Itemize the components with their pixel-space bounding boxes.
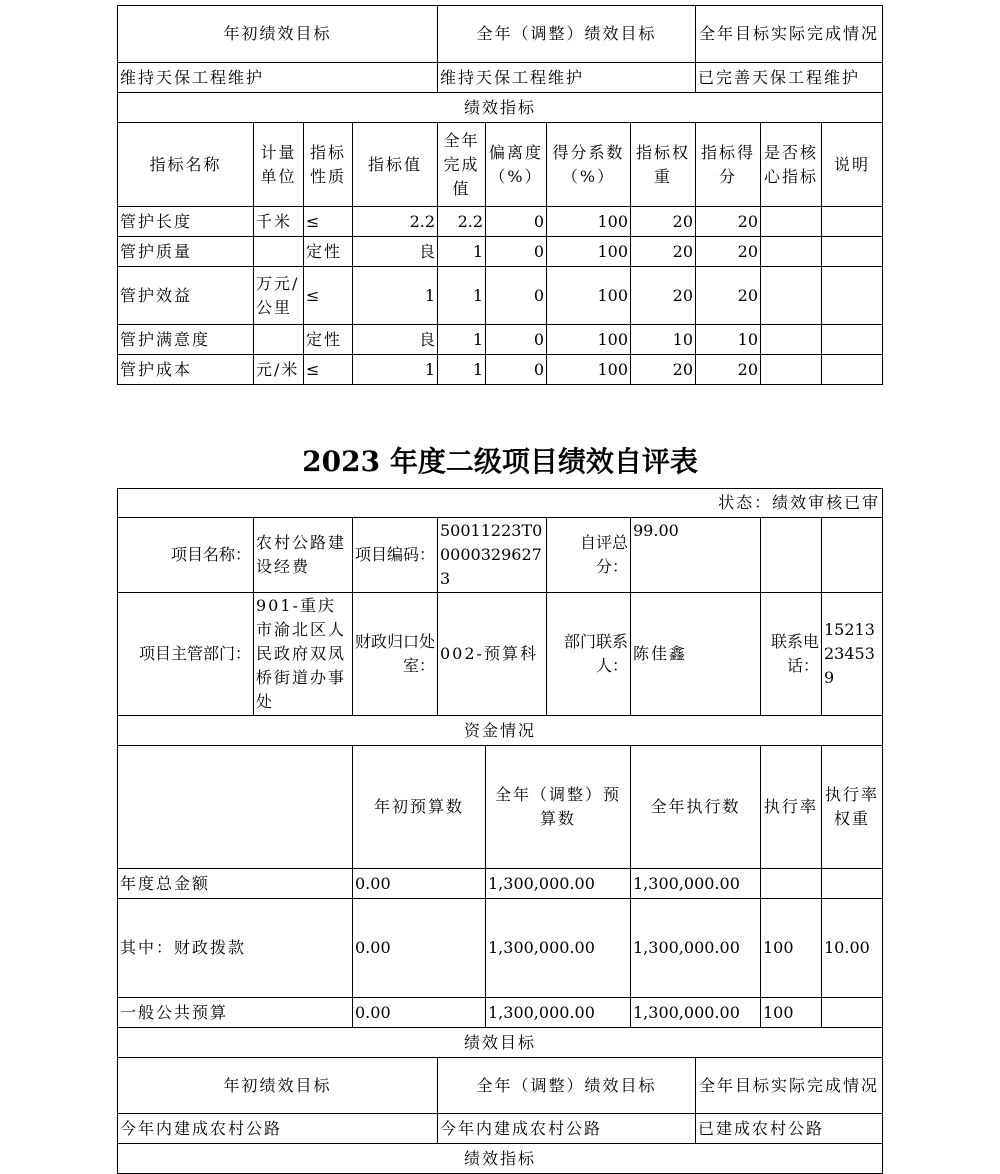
indicator-core	[761, 355, 822, 385]
table-row	[118, 355, 883, 385]
indicator-note	[822, 267, 883, 325]
funds-rate	[761, 869, 822, 899]
funds-row-label: 一般公共预算	[118, 998, 353, 1028]
indicator-type: ≤	[304, 267, 353, 325]
indicator-name: 管护质量	[118, 237, 254, 267]
performance-indicator-table	[117, 5, 883, 385]
funds-executed: 1,300,000.00	[631, 998, 761, 1028]
funds-initial: 0.00	[353, 869, 486, 899]
indicator-unit: 元/米	[254, 355, 304, 385]
indicator-score: 20	[696, 267, 761, 325]
indicator-weight: 20	[631, 237, 696, 267]
indicator-deviation: 0	[486, 237, 547, 267]
project-code-label: 项目编码：	[353, 518, 438, 593]
indicator-actual: 1	[438, 325, 486, 355]
goal-value-adjusted: 维持天保工程维护	[438, 63, 696, 93]
funds-executed: 1,300,000.00	[631, 869, 761, 899]
funds-row-label: 年度总金额	[118, 869, 353, 899]
self-evaluation-table	[117, 488, 883, 1174]
indicator-note	[822, 207, 883, 237]
indicator-coefficient: 100	[547, 237, 631, 267]
indicator-header: 指标值	[353, 123, 438, 207]
funds-header-blank	[118, 746, 353, 869]
indicator-value: 良	[353, 325, 438, 355]
indicator-deviation: 0	[486, 325, 547, 355]
indicator-weight: 20	[631, 267, 696, 325]
empty-cell	[761, 518, 822, 593]
indicator-header: 是否核心指标	[761, 123, 822, 207]
table-row	[118, 207, 883, 237]
indicator-actual: 1	[438, 355, 486, 385]
indicator-header: 偏离度（%）	[486, 123, 547, 207]
table-row	[118, 869, 883, 899]
project-name-value: 农村公路建设经费	[254, 518, 353, 593]
goal-value-initial: 维持天保工程维护	[118, 63, 438, 93]
indicator-unit: 千米	[254, 207, 304, 237]
indicator-coefficient: 100	[547, 207, 631, 237]
contact-label: 部门联系人：	[547, 593, 631, 716]
phone-value: 15213234539	[822, 593, 883, 716]
funds-header: 年初预算数	[353, 746, 486, 869]
indicators-section-title: 绩效指标	[118, 93, 883, 123]
indicator-core	[761, 207, 822, 237]
self-score-label: 自评总分：	[547, 518, 631, 593]
goal-header-initial: 年初绩效目标	[118, 6, 438, 63]
funds-adjusted: 1,300,000.00	[486, 869, 631, 899]
dept-label: 项目主管部门：	[118, 593, 254, 716]
finance-dept-value: 002-预算科	[438, 593, 547, 716]
indicator-deviation: 0	[486, 355, 547, 385]
indicator-type: ≤	[304, 355, 353, 385]
indicator-score: 20	[696, 237, 761, 267]
funds-adjusted: 1,300,000.00	[486, 998, 631, 1028]
funds-rate: 100	[761, 998, 822, 1028]
project-code-value: 50011223T000003296273	[438, 518, 547, 593]
indicator-note	[822, 237, 883, 267]
funds-header: 执行率	[761, 746, 822, 869]
goal-header-adjusted: 全年（调整）绩效目标	[438, 1058, 696, 1114]
indicator-type: 定性	[304, 237, 353, 267]
goal-header-adjusted: 全年（调整）绩效目标	[438, 6, 696, 63]
indicator-value: 1	[353, 355, 438, 385]
table-row	[118, 998, 883, 1028]
dept-value: 901-重庆市渝北区人民政府双凤桥街道办事处	[254, 593, 353, 716]
indicator-score: 20	[696, 207, 761, 237]
indicator-core	[761, 267, 822, 325]
indicator-type: 定性	[304, 325, 353, 355]
indicator-header: 指标性质	[304, 123, 353, 207]
indicator-header: 得分系数（%）	[547, 123, 631, 207]
indicator-name: 管护成本	[118, 355, 254, 385]
indicator-actual: 1	[438, 267, 486, 325]
funds-section-title: 资金情况	[118, 716, 883, 746]
indicator-weight: 10	[631, 325, 696, 355]
funds-rate-weight	[822, 998, 883, 1028]
funds-initial: 0.00	[353, 998, 486, 1028]
funds-header: 全年执行数	[631, 746, 761, 869]
goal-header-actual: 全年目标实际完成情况	[696, 1058, 883, 1114]
indicator-weight: 20	[631, 355, 696, 385]
funds-adjusted: 1,300,000.00	[486, 899, 631, 998]
self-score-value: 99.00	[631, 518, 761, 593]
phone-label: 联系电话：	[761, 593, 822, 716]
table-row	[118, 899, 883, 998]
project-name-label: 项目名称：	[118, 518, 254, 593]
indicator-score: 20	[696, 355, 761, 385]
indicator-note	[822, 355, 883, 385]
indicator-coefficient: 100	[547, 325, 631, 355]
indicator-unit	[254, 237, 304, 267]
goals-section-title: 绩效目标	[118, 1028, 883, 1058]
funds-row-label: 其中：财政拨款	[118, 899, 353, 998]
goal-value-initial: 今年内建成农村公路	[118, 1114, 438, 1144]
status-label: 状态：绩效审核已审	[118, 489, 883, 518]
table-row	[118, 325, 883, 355]
indicator-actual: 1	[438, 237, 486, 267]
indicator-header: 指标名称	[118, 123, 254, 207]
indicator-actual: 2.2	[438, 207, 486, 237]
indicator-value: 2.2	[353, 207, 438, 237]
contact-value: 陈佳鑫	[631, 593, 761, 716]
funds-header: 全年（调整）预算数	[486, 746, 631, 869]
indicator-deviation: 0	[486, 267, 547, 325]
form-title: 2023 年度二级项目绩效自评表	[302, 445, 698, 478]
goal-value-actual: 已完善天保工程维护	[696, 63, 883, 93]
indicator-coefficient: 100	[547, 267, 631, 325]
funds-initial: 0.00	[353, 899, 486, 998]
funds-rate: 100	[761, 899, 822, 998]
funds-rate-weight	[822, 869, 883, 899]
indicator-header: 指标得分	[696, 123, 761, 207]
empty-cell	[822, 518, 883, 593]
goal-header-actual: 全年目标实际完成情况	[696, 6, 883, 63]
indicator-deviation: 0	[486, 207, 547, 237]
goal-value-actual: 已建成农村公路	[696, 1114, 883, 1144]
goal-header-initial: 年初绩效目标	[118, 1058, 438, 1114]
indicator-name: 管护长度	[118, 207, 254, 237]
funds-rate-weight: 10.00	[822, 899, 883, 998]
indicator-unit	[254, 325, 304, 355]
table-row	[118, 267, 883, 325]
indicators-section-title: 绩效指标	[118, 1144, 883, 1174]
indicator-name: 管护效益	[118, 267, 254, 325]
finance-dept-label: 财政归口处室：	[353, 593, 438, 716]
indicator-header: 计量单位	[254, 123, 304, 207]
indicator-weight: 20	[631, 207, 696, 237]
indicator-core	[761, 325, 822, 355]
indicator-core	[761, 237, 822, 267]
indicator-header: 指标权重	[631, 123, 696, 207]
goal-value-adjusted: 今年内建成农村公路	[438, 1114, 696, 1144]
funds-executed: 1,300,000.00	[631, 899, 761, 998]
indicator-type: ≤	[304, 207, 353, 237]
indicator-note	[822, 325, 883, 355]
indicator-value: 1	[353, 267, 438, 325]
indicator-value: 良	[353, 237, 438, 267]
indicator-score: 10	[696, 325, 761, 355]
indicator-header: 说明	[822, 123, 883, 207]
funds-header: 执行率权重	[822, 746, 883, 869]
indicator-name: 管护满意度	[118, 325, 254, 355]
table-row	[118, 237, 883, 267]
indicator-unit: 万元/公里	[254, 267, 304, 325]
indicator-header: 全年完成值	[438, 123, 486, 207]
indicator-coefficient: 100	[547, 355, 631, 385]
